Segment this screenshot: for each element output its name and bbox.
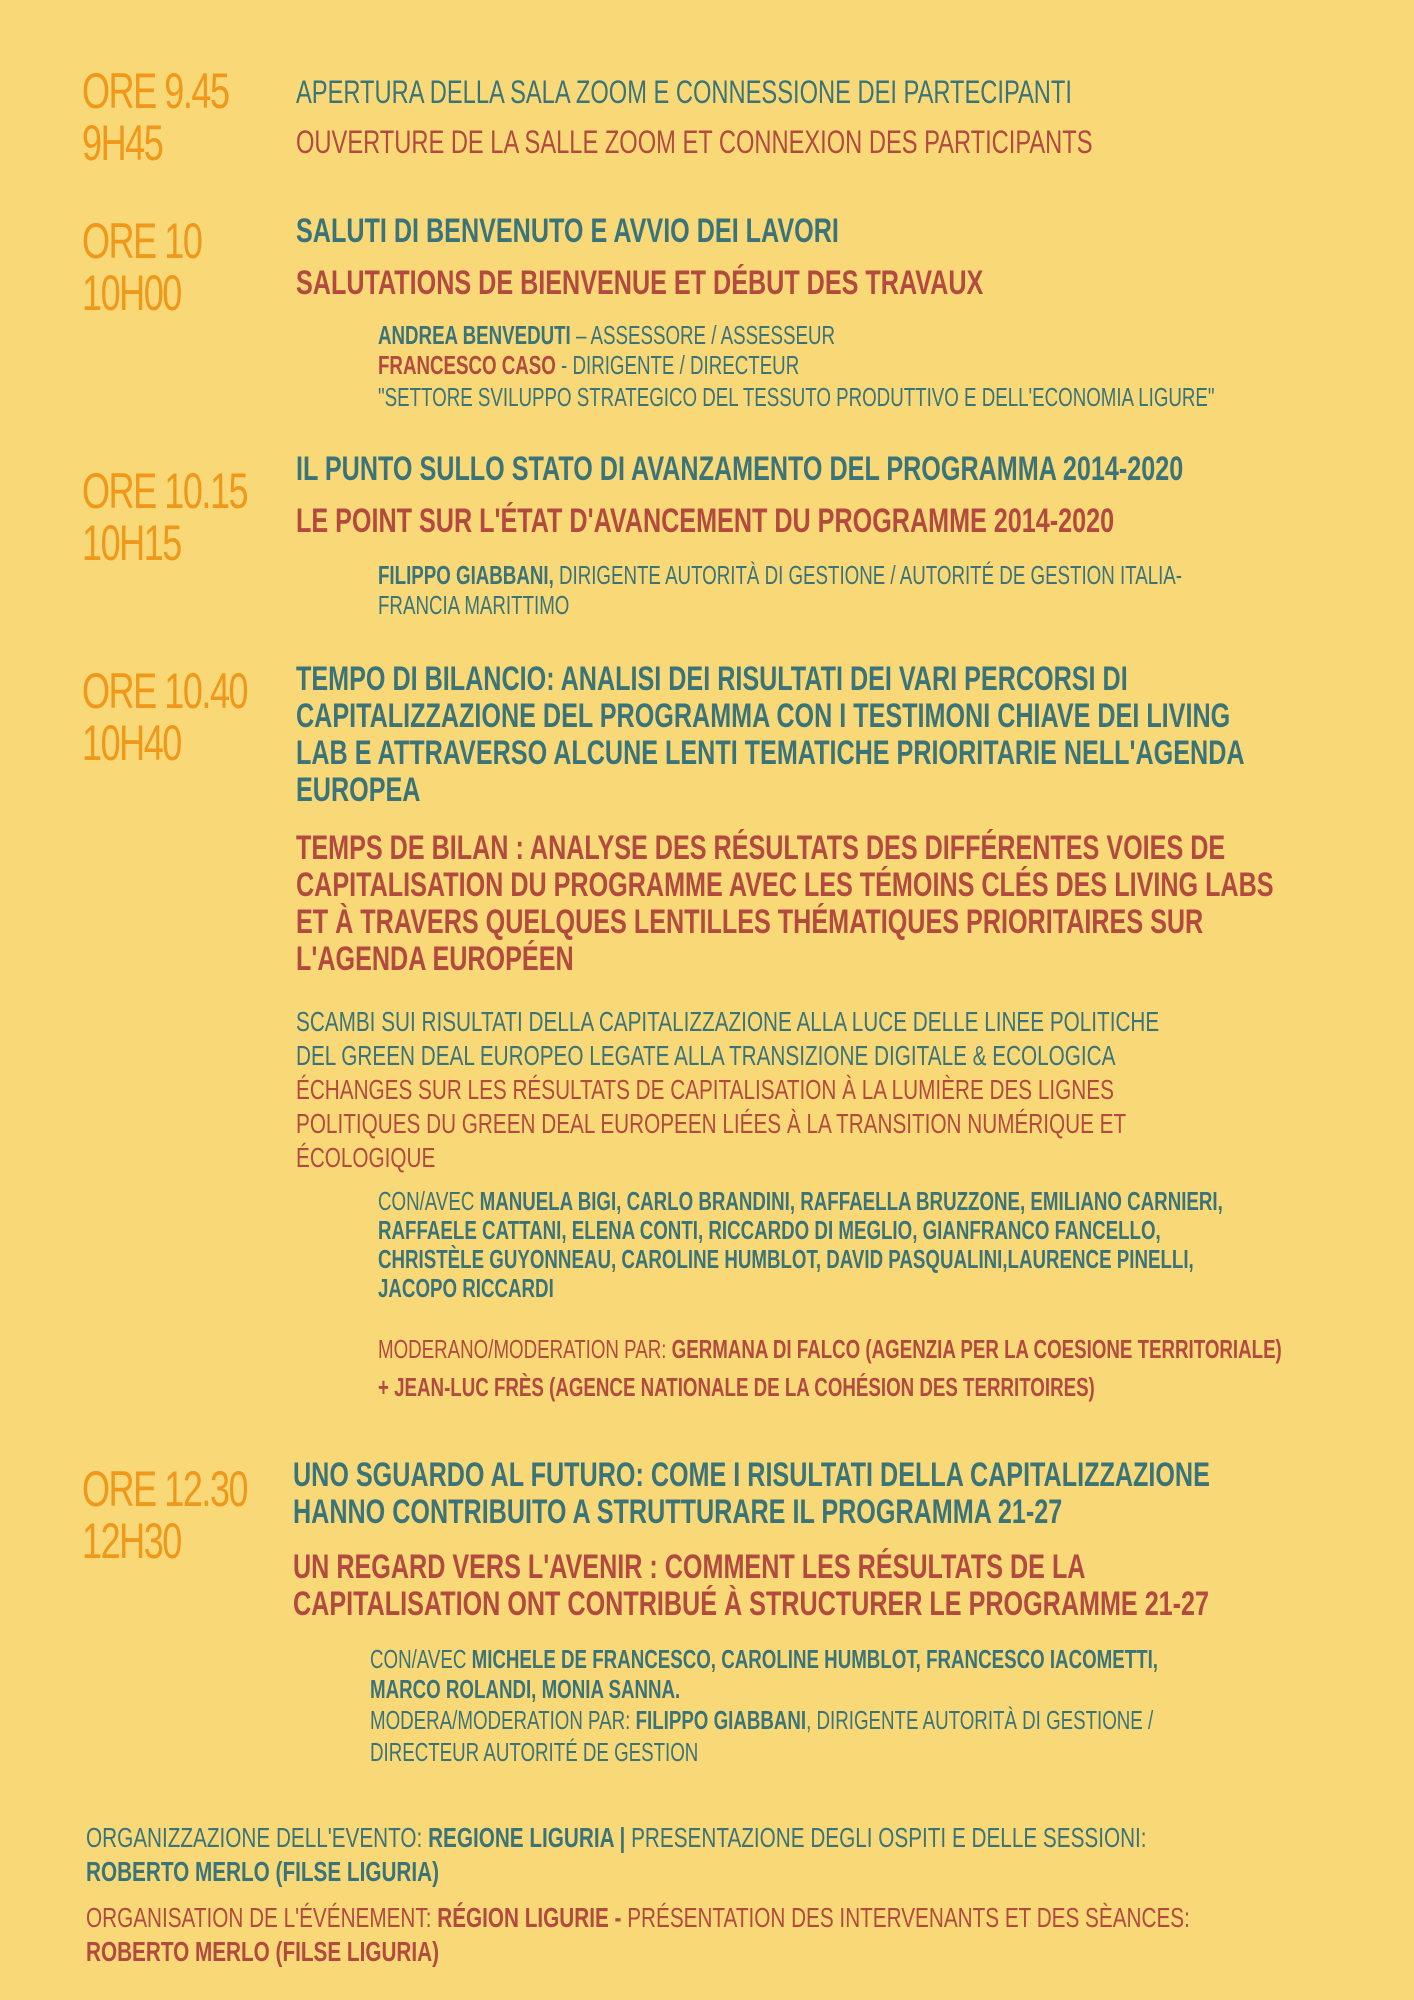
session-desc-fr-line: POLITIQUES DU GREEN DEAL EUROPEEN LIÉES À LA TRANSITION NUMÉRIQUE ET (296, 1108, 1127, 1139)
speaker-sector: "SETTORE SVILUPPO STRATEGICO DEL TESSUTO PRODUTTIVO E DELL'ECONOMIA LIGURE" (378, 382, 1215, 412)
moderators-line (378, 1334, 1282, 1365)
session-title-it-line: LAB E ATTRAVERSO ALCUNE LENTI TEMATICHE PRIORITARIE NELL'AGENDA (296, 734, 1245, 772)
session-title-fr-line: CAPITALISATION DU PROGRAMME AVEC LES TÉMOINS CLÉS DES LIVING LABS (296, 866, 1274, 904)
footer-it-line (86, 1822, 1147, 1854)
session-time-it: ORE 10.15 (82, 463, 248, 519)
moderators-line: + JEAN-LUC FRÈS (AGENCE NATIONALE DE LA COHÉSION DES TERRITOIRES) (378, 1372, 1095, 1402)
session-title-it-line: TEMPO DI BILANCIO: ANALISI DEI RISULTATI DEI VARI PERCORSI DI (296, 660, 1128, 698)
speaker-role: – ASSESSORE / ASSESSEUR (570, 320, 836, 350)
speaker-role: DIRIGENTE AUTORITÀ DI GESTIONE / AUTORITÉ DE GESTION ITALIA- (553, 560, 1183, 590)
session-time-fr: 10H15 (82, 515, 181, 571)
moderator-role-cont: DIRECTEUR AUTORITÉ DE GESTION (370, 1737, 699, 1767)
session-time-it: ORE 9.45 (82, 63, 229, 119)
moderators-names: GERMANA DI FALCO (AGENZIA PER LA COESIONE TERRITORIALE) (671, 1334, 1282, 1364)
session-time-fr: 10H40 (82, 715, 181, 771)
session-desc-it-line: DEL GREEN DEAL EUROPEO LEGATE ALLA TRANSIZIONE DIGITALE & ECOLOGICA (296, 1040, 1116, 1071)
session-time-fr: 12H30 (82, 1513, 181, 1569)
footer-separator: | (613, 1822, 632, 1853)
speaker-line (378, 560, 1182, 591)
session-title-it-line: CAPITALIZZAZIONE DEL PROGRAMMA CON I TESTIMONI CHIAVE DEI LIVING (296, 697, 1231, 735)
speaker-line (378, 350, 799, 381)
footer-fr-line (86, 1902, 1190, 1934)
participants-line: MARCO ROLANDI, MONIA SANNA. (370, 1674, 681, 1704)
session-desc-fr-line: ÉCHANGES SUR LES RÉSULTATS DE CAPITALISATION À LA LUMIÈRE DES LIGNES (296, 1074, 1114, 1105)
session-title-fr-line: UN REGARD VERS L'AVENIR : COMMENT LES RÉSULTATS DE LA (293, 1548, 1086, 1586)
footer-it-presentation: PRESENTAZIONE DEGLI OSPITI E DELLE SESSIONI: (631, 1822, 1147, 1853)
session-title-it-line: HANNO CONTRIBUITO A STRUTTURARE IL PROGRAMMA 21-27 (293, 1493, 1063, 1531)
session-title-it-line: UNO SGUARDO AL FUTURO: COME I RISULTATI DELLA CAPITALIZZAZIONE (293, 1456, 1210, 1494)
speaker-line (378, 320, 835, 351)
session-desc-fr-line: ÉCOLOGIQUE (296, 1142, 436, 1173)
session-title-fr: SALUTATIONS DE BIENVENUE ET DÉBUT DES TRAVAUX (296, 264, 984, 302)
moderator-name: FILIPPO GIABBANI (635, 1705, 807, 1735)
moderator-role: , DIRIGENTE AUTORITÀ DI GESTIONE / (806, 1705, 1154, 1735)
speaker-role: - DIRIGENTE / DIRECTEUR (555, 350, 800, 380)
participants-line: CHRISTÈLE GUYONNEAU, CAROLINE HUMBLOT, DAVID PASQUALINI,LAURENCE PINELLI, (378, 1244, 1194, 1274)
session-title-fr-line: CAPITALISATION ONT CONTRIBUÉ À STRUCTURER LE PROGRAMME 21-27 (293, 1585, 1210, 1623)
participants-line (370, 1644, 1158, 1675)
session-time-it: ORE 10.40 (82, 663, 248, 719)
footer-it-presenter: ROBERTO MERLO (FILSE LIGURIA) (86, 1856, 440, 1887)
moderators-label: MODERANO/MODERATION PAR: (378, 1334, 672, 1364)
session-title-it: APERTURA DELLA SALA ZOOM E CONNESSIONE DEI PARTECIPANTI (296, 74, 1072, 110)
participants-line: RAFFAELE CATTANI, ELENA CONTI, RICCARDO DI MEGLIO, GIANFRANCO FANCELLO, (378, 1215, 1161, 1245)
session-time-it: ORE 12.30 (82, 1461, 248, 1517)
session-title-fr-line: ET À TRAVERS QUELQUES LENTILLES THÉMATIQUES PRIORITAIRES SUR (296, 903, 1204, 941)
participants-line (378, 1186, 1223, 1217)
footer-fr-presenter: ROBERTO MERLO (FILSE LIGURIA) (86, 1936, 440, 1967)
speaker-name: FRANCESCO CASO (378, 350, 556, 380)
moderator-label: MODERA/MODERATION PAR: (370, 1705, 636, 1735)
footer-it-label: ORGANIZZAZIONE DELL'EVENTO: (86, 1822, 429, 1853)
footer-fr-presentation: PRÉSENTATION DES INTERVENANTS ET DES SÈANCES: (627, 1902, 1190, 1933)
session-title-fr-line: L'AGENDA EUROPÉEN (296, 940, 574, 978)
session-title-fr: OUVERTURE DE LA SALLE ZOOM ET CONNEXION DES PARTICIPANTS (296, 124, 1093, 160)
participants-line: JACOPO RICCARDI (378, 1273, 554, 1303)
session-time-fr: 9H45 (82, 115, 163, 171)
session-title-it: IL PUNTO SULLO STATO DI AVANZAMENTO DEL PROGRAMMA 2014-2020 (296, 450, 1184, 488)
speaker-role-cont: FRANCIA MARITTIMO (378, 590, 570, 620)
speaker-name: ANDREA BENVEDUTI (378, 320, 571, 350)
participants-names: MICHELE DE FRANCESCO, CAROLINE HUMBLOT, FRANCESCO IACOMETTI, (471, 1644, 1159, 1674)
participants-names: MANUELA BIGI, CARLO BRANDINI, RAFFAELLA BRUZZONE, EMILIANO CARNIERI, (479, 1186, 1223, 1216)
session-title-fr-line: TEMPS DE BILAN : ANALYSE DES RÉSULTATS DES DIFFÉRENTES VOIES DE (296, 829, 1226, 867)
footer-fr-org: RÉGION LIGURIE - (437, 1902, 628, 1933)
speaker-name: FILIPPO GIABBANI, (378, 560, 554, 590)
with-label: CON/AVEC (378, 1186, 480, 1216)
footer-it-org: REGIONE LIGURIA (428, 1822, 614, 1853)
session-title-it-line: EUROPEA (296, 771, 421, 809)
session-time-fr: 10H00 (82, 265, 181, 321)
with-label: CON/AVEC (370, 1644, 472, 1674)
footer-fr-label: ORGANISATION DE L'ÉVÉNEMENT: (86, 1902, 438, 1933)
session-title-fr: LE POINT SUR L'ÉTAT D'AVANCEMENT DU PROGRAMME 2014-2020 (296, 502, 1115, 540)
moderator-line (370, 1705, 1153, 1736)
session-desc-it-line: SCAMBI SUI RISULTATI DELLA CAPITALIZZAZIONE ALLA LUCE DELLE LINEE POLITICHE (296, 1006, 1160, 1037)
session-time-it: ORE 10 (82, 213, 202, 269)
session-title-it: SALUTI DI BENVENUTO E AVVIO DEI LAVORI (296, 212, 839, 250)
